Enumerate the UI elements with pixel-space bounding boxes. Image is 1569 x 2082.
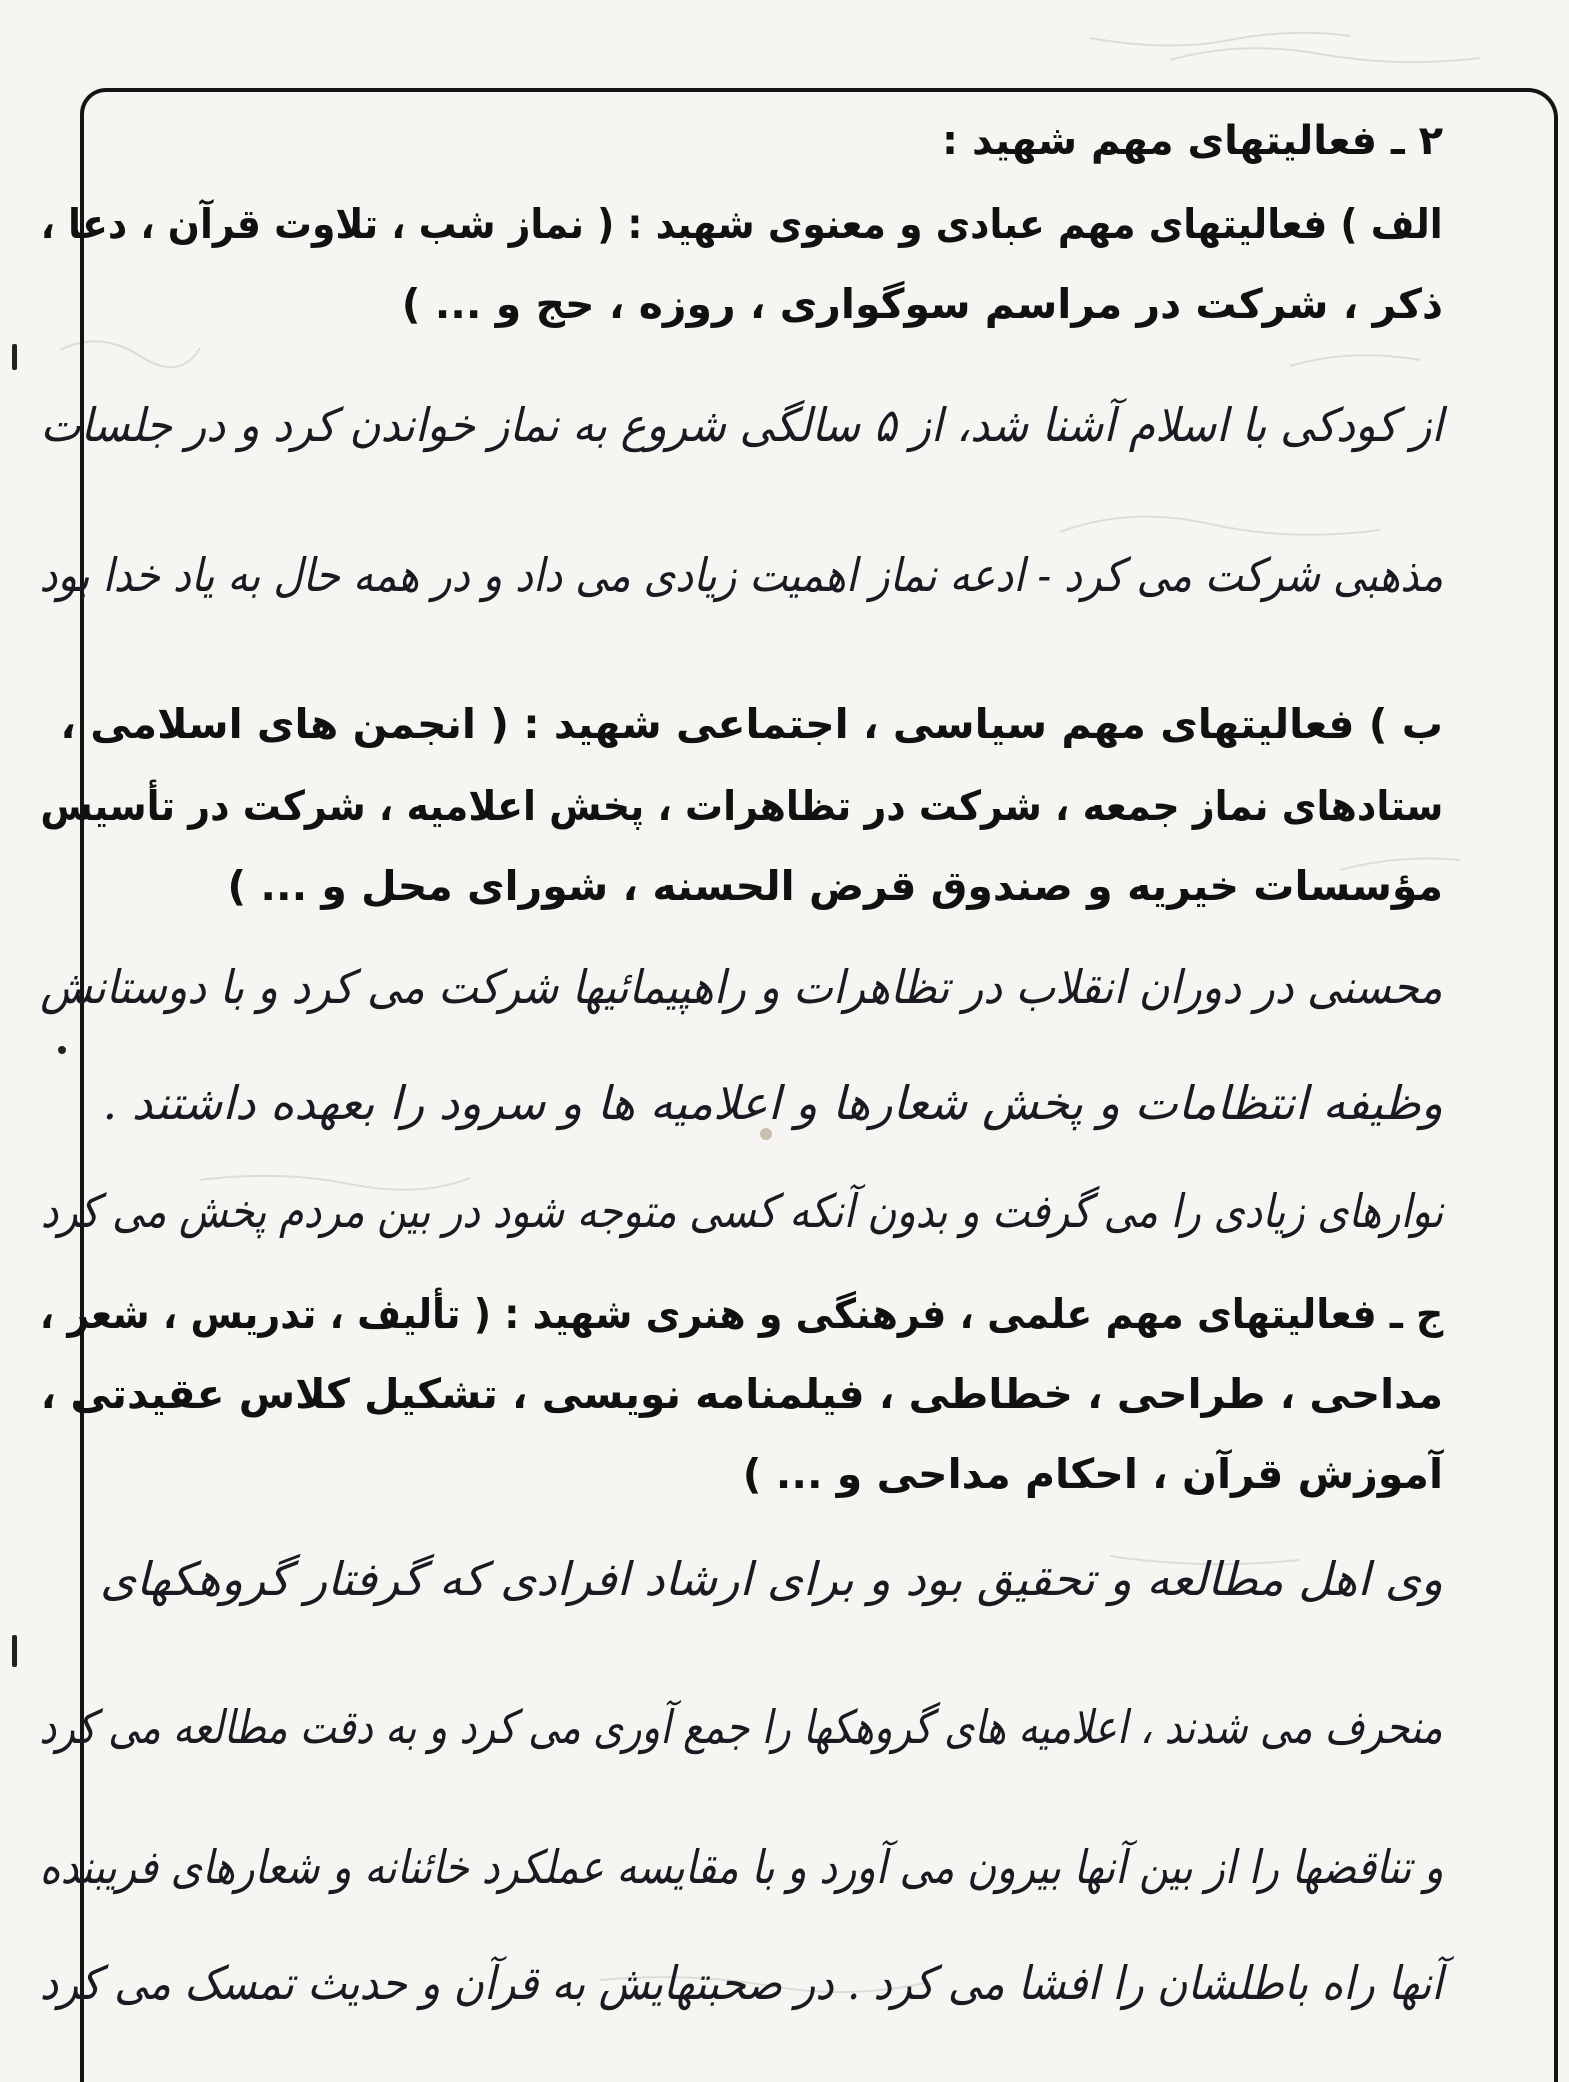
handwritten-answer-line: آنها راه باطلشان را افشا می کرد . در صحبتهایش به قرآن و حدیث تمسک می کرد [39,1956,1443,2010]
margin-tick [58,1046,66,1054]
handwritten-answer-line: وی اهل مطالعه و تحقیق بود و برای ارشاد افرادی که گرفتار گروهکهای [99,1552,1443,1606]
margin-tick [12,344,17,370]
handwritten-answer-line: نوارهای زیادی را می گرفت و بدون آنکه کسی متوجه شود در بین مردم پخش می کرد [40,1184,1443,1238]
handwritten-answer-line: مذهبی شرکت می کرد - ادعه نماز اهمیت زیادی می داد و در همه حال به یاد خدا بود [39,548,1443,602]
section-a-line-1: الف ) فعالیتهای مهم عبادی و معنوی شهید : ( نماز شب ، تلاوت قرآن ، دعا ، [40,200,1443,248]
handwritten-answer-line: و تناقضها را از بین آنها بیرون می آورد و با مقایسه عملکرد خائنانه و شعارهای فریبنده [39,1840,1443,1894]
section-c-line-2: مداحی ، طراحی ، خطاطی ، فیلمنامه نویسی ، تشکیل کلاس عقیدتی ، [40,1370,1443,1418]
section-a-line-2: ذکر ، شرکت در مراسم سوگواری ، روزه ، حج و ... ) [401,280,1443,328]
handwritten-answer-line: وظیفه انتظامات و پخش شعارها و اعلامیه ها و سرود را بعهده داشتند . [102,1076,1443,1130]
handwritten-answer-line: از کودکی با اسلام آشنا شد، از ۵ سالگی شروع به نماز خواندن کرد و در جلسات [40,398,1443,452]
section-b-line-1: ب ) فعالیتهای مهم سیاسی ، اجتماعی شهید : ( انجمن های اسلامی ، [60,700,1443,748]
margin-tick [12,1635,17,1667]
handwritten-answer-line: منحرف می شدند ، اعلامیه های گروهکها را جمع آوری می کرد و به دقت مطالعه می کرد [39,1700,1443,1754]
section-c-line-1: ج ـ فعالیتهای مهم علمی ، فرهنگی و هنری شهید : ( تألیف ، تدریس ، شعر ، [39,1290,1443,1338]
handwritten-answer-line: محسنی در دوران انقلاب در تظاهرات و راهپیمائیها شرکت می کرد و با دوستانش [40,960,1443,1014]
section-b-line-3: مؤسسات خیریه و صندوق قرض الحسنه ، شورای محل و ... ) [227,862,1443,910]
section-c-line-3: آموزش قرآن ، احکام مداحی و ... ) [742,1450,1443,1498]
section-b-line-2: ستادهای نماز جمعه ، شرکت در تظاهرات ، پخش اعلامیه ، شرکت در تأسیس [40,782,1443,830]
page-heading: ۲ ـ فعالیتهای مهم شهید : [942,118,1443,164]
